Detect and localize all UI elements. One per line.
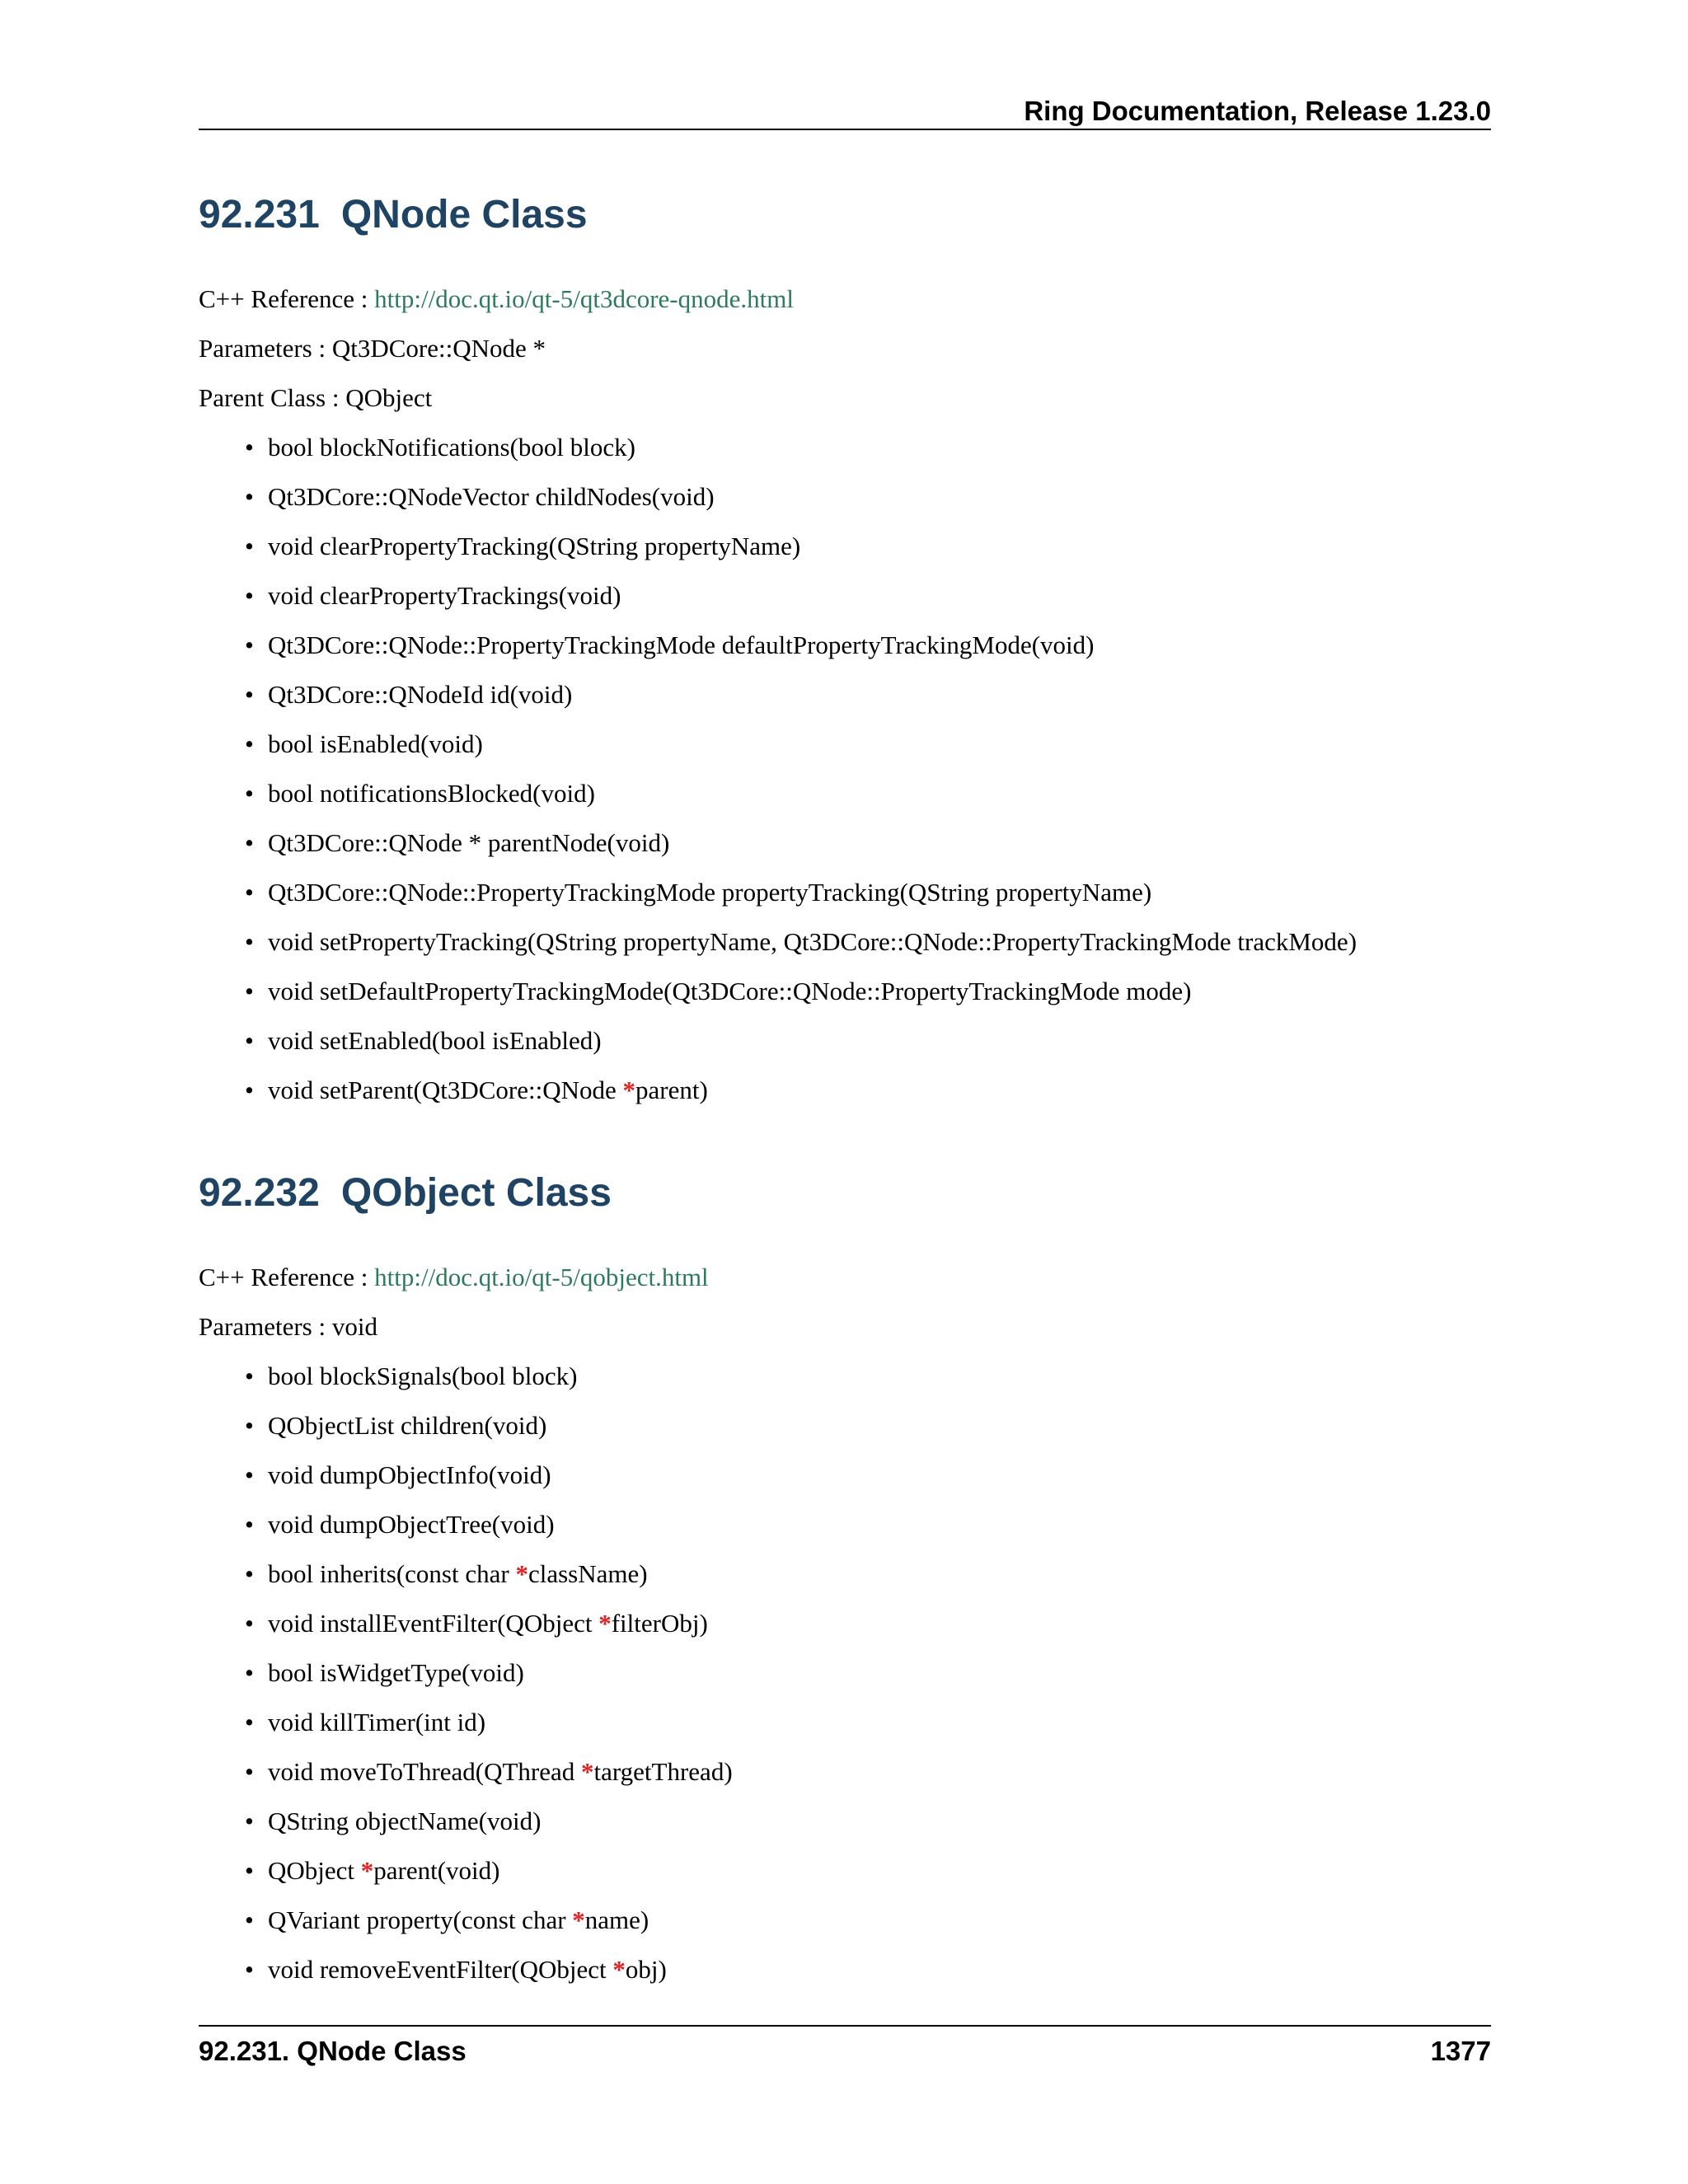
bullet-icon: • xyxy=(245,927,254,956)
signature-part: void setParent(Qt3DCore::QNode xyxy=(268,1076,623,1104)
method-signature: bool notificationsBlocked(void) xyxy=(268,779,595,808)
list-item xyxy=(245,1658,733,1708)
list-item xyxy=(245,1856,733,1905)
list-item xyxy=(245,1708,733,1757)
bullet-icon: • xyxy=(245,1708,254,1736)
method-signature xyxy=(268,1076,708,1104)
bullet-icon: • xyxy=(245,1361,254,1390)
bullet-icon: • xyxy=(245,680,254,709)
method-signature xyxy=(268,1856,500,1885)
method-signature xyxy=(268,1559,648,1588)
method-signature: void killTimer(int id) xyxy=(268,1708,486,1736)
reference-link[interactable]: http://doc.qt.io/qt-5/qobject.html xyxy=(374,1263,709,1291)
section-title: QObject Class xyxy=(340,1171,612,1215)
bullet-icon: • xyxy=(245,1609,254,1638)
section-number: 92.232 xyxy=(199,1171,320,1215)
field-label: C++ Reference : xyxy=(199,1263,368,1291)
list-item xyxy=(245,1905,733,1955)
bullet-icon: • xyxy=(245,1026,254,1055)
bullet-icon: • xyxy=(245,878,254,907)
bullet-icon: • xyxy=(245,1559,254,1588)
method-signature xyxy=(268,1955,667,1984)
list-item xyxy=(245,1757,733,1807)
method-signature xyxy=(268,1757,733,1786)
signature-part: parent) xyxy=(635,1076,708,1104)
signature-part: filterObj) xyxy=(611,1609,708,1638)
bullet-icon: • xyxy=(245,1757,254,1786)
bullet-icon: • xyxy=(245,779,254,808)
signature-part: bool inherits(const char xyxy=(268,1559,516,1588)
list-item xyxy=(245,532,1357,581)
list-item xyxy=(245,630,1357,680)
method-signature: bool isWidgetType(void) xyxy=(268,1658,524,1687)
list-item xyxy=(245,1807,733,1856)
signature-part: void moveToThread(QThread xyxy=(268,1757,582,1786)
bullet-icon: • xyxy=(245,828,254,857)
method-signature: bool isEnabled(void) xyxy=(268,729,483,758)
signature-part: QObject xyxy=(268,1856,361,1885)
method-signature: void setDefaultPropertyTrackingMode(Qt3DCore::QNode::PropertyTrackingMode mode) xyxy=(268,977,1192,1005)
footer-divider xyxy=(199,2025,1491,2027)
section-heading-qnode xyxy=(199,192,588,237)
pointer-star: * xyxy=(515,1559,528,1588)
list-item xyxy=(245,433,1357,482)
list-item xyxy=(245,1559,733,1609)
bullet-icon: • xyxy=(245,1905,254,1934)
list-item xyxy=(245,1361,733,1411)
method-signature: bool blockNotifications(bool block) xyxy=(268,433,635,462)
pointer-star: * xyxy=(622,1076,635,1104)
method-signature: void clearPropertyTracking(QString propertyName) xyxy=(268,532,801,560)
bullet-icon: • xyxy=(245,1955,254,1984)
signature-part: obj) xyxy=(625,1955,667,1984)
list-item xyxy=(245,482,1357,532)
pointer-star: * xyxy=(598,1609,612,1638)
field-cpp-reference xyxy=(199,284,794,314)
pointer-star: * xyxy=(360,1856,374,1885)
list-item xyxy=(245,828,1357,878)
list-item xyxy=(245,1955,733,2004)
list-item xyxy=(245,977,1357,1026)
list-item xyxy=(245,927,1357,977)
field-label: C++ Reference : xyxy=(199,284,368,313)
pointer-star: * xyxy=(572,1905,585,1934)
field-parent-class xyxy=(199,383,432,413)
field-label: Parameters : xyxy=(199,1312,326,1341)
running-header: Ring Documentation, Release 1.23.0 xyxy=(199,92,1491,130)
list-item xyxy=(245,1076,1357,1125)
method-signature: Qt3DCore::QNodeVector childNodes(void) xyxy=(268,482,715,511)
method-signature: void clearPropertyTrackings(void) xyxy=(268,581,621,610)
signature-part: void removeEventFilter(QObject xyxy=(268,1955,613,1984)
list-item xyxy=(245,1609,733,1658)
method-signature xyxy=(268,1905,649,1934)
bullet-icon: • xyxy=(245,433,254,462)
method-signature: QObjectList children(void) xyxy=(268,1411,547,1440)
field-label: Parent Class : xyxy=(199,383,340,412)
bullet-icon: • xyxy=(245,630,254,659)
list-item xyxy=(245,680,1357,729)
bullet-icon: • xyxy=(245,482,254,511)
field-parameters xyxy=(199,334,546,363)
method-signature: void dumpObjectTree(void) xyxy=(268,1510,555,1539)
bullet-icon: • xyxy=(245,532,254,560)
method-signature: Qt3DCore::QNode * parentNode(void) xyxy=(268,828,670,857)
method-signature xyxy=(268,1609,708,1638)
page-number: 1377 xyxy=(1430,2036,1491,2066)
list-item xyxy=(245,1510,733,1559)
method-signature: void setEnabled(bool isEnabled) xyxy=(268,1026,602,1055)
section-title: QNode Class xyxy=(340,193,588,237)
reference-link[interactable]: http://doc.qt.io/qt-5/qt3dcore-qnode.html xyxy=(374,284,794,313)
signature-part: className) xyxy=(528,1559,648,1588)
method-list-qnode xyxy=(245,433,1357,1125)
bullet-icon: • xyxy=(245,1658,254,1687)
pointer-star: * xyxy=(581,1757,594,1786)
signature-part: parent(void) xyxy=(373,1856,500,1885)
bullet-icon: • xyxy=(245,1807,254,1835)
section-heading-qobject xyxy=(199,1170,612,1216)
list-item xyxy=(245,779,1357,828)
field-parameters xyxy=(199,1312,377,1342)
signature-part: void installEventFilter(QObject xyxy=(268,1609,599,1638)
list-item xyxy=(245,878,1357,927)
signature-part: targetThread) xyxy=(593,1757,733,1786)
signature-part: QVariant property(const char xyxy=(268,1905,573,1934)
method-list-qobject xyxy=(245,1361,733,2004)
field-value: QObject xyxy=(345,383,433,412)
method-signature: void setPropertyTracking(QString propertyName, Qt3DCore::QNode::PropertyTrackingMode trackMode) xyxy=(268,927,1357,956)
list-item xyxy=(245,1460,733,1510)
list-item xyxy=(245,729,1357,779)
bullet-icon: • xyxy=(245,1076,254,1104)
signature-part: name) xyxy=(584,1905,649,1934)
bullet-icon: • xyxy=(245,1510,254,1539)
bullet-icon: • xyxy=(245,581,254,610)
list-item xyxy=(245,1026,1357,1076)
field-value: Qt3DCore::QNode * xyxy=(331,334,546,363)
bullet-icon: • xyxy=(245,729,254,758)
pointer-star: * xyxy=(612,1955,626,1984)
field-label: Parameters : xyxy=(199,334,326,363)
list-item xyxy=(245,581,1357,630)
section-number: 92.231 xyxy=(199,193,320,237)
bullet-icon: • xyxy=(245,977,254,1005)
method-signature: void dumpObjectInfo(void) xyxy=(268,1460,551,1489)
bullet-icon: • xyxy=(245,1856,254,1885)
method-signature: Qt3DCore::QNode::PropertyTrackingMode defaultPropertyTrackingMode(void) xyxy=(268,630,1095,659)
method-signature: QString objectName(void) xyxy=(268,1807,542,1835)
method-signature: Qt3DCore::QNodeId id(void) xyxy=(268,680,573,709)
field-cpp-reference xyxy=(199,1263,709,1292)
bullet-icon: • xyxy=(245,1460,254,1489)
document-page xyxy=(199,0,1491,2184)
list-item xyxy=(245,1411,733,1460)
footer-section-title: 92.231. QNode Class xyxy=(199,2036,467,2066)
method-signature: bool blockSignals(bool block) xyxy=(268,1361,578,1390)
field-value: void xyxy=(331,1312,377,1341)
method-signature: Qt3DCore::QNode::PropertyTrackingMode propertyTracking(QString propertyName) xyxy=(268,878,1152,907)
bullet-icon: • xyxy=(245,1411,254,1440)
